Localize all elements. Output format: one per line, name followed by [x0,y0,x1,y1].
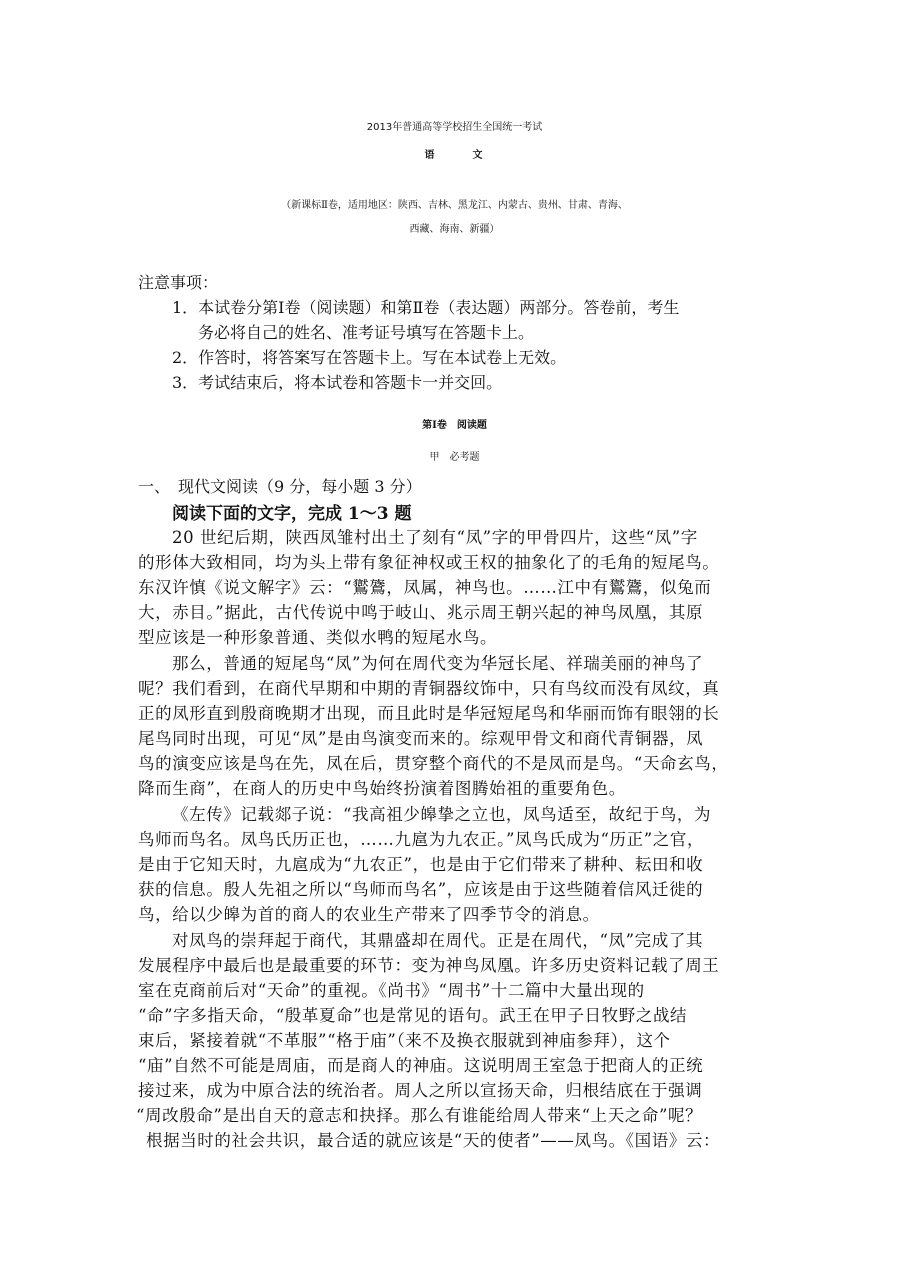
passage-line: 对凤鸟的崇拜起于商代，其鼎盛却在周代。正是在周代，“凤”完成了其 [172,931,704,950]
passage-line: “庙”自然不可能是周庙，而是商人的神庙。这说明周王室急于把商人的正统 [138,1056,704,1075]
passage-line: “命”字多指天命，“殷革夏命”也是常见的语句。武王在甲子日牧野之战结 [138,1006,688,1025]
section-subtitle: 甲 必考题 [429,452,480,463]
part-heading: 一、 现代文阅读（9 分，每小题 3 分） [138,477,422,496]
passage-line: 正的凤形直到殷商晚期才出现，而且此时是华冠短尾鸟和华丽而饰有眼翎的长 [138,704,720,723]
passage-line: 大，赤目。”据此，古代传说中鸣于岐山、兆示周王朝兴起的神鸟凤凰，其原 [138,603,704,622]
passage-line: 鸟的演变应该是鸟在先，凤在后，贯穿整个商代的不是凤而是鸟。“天命玄鸟， [138,754,729,773]
exam-title: 2013年普通高等学校招生全国统一考试 [366,122,543,133]
passage-line: 获的信息。殷人先祖之所以“鸟师而鸟名”，应该是由于这些随着信风迁徙的 [138,880,704,899]
reading-instruction: 阅读下面的文字，完成 1～3 题 [172,504,412,524]
subject-char-2: 文 [472,150,485,161]
notice-item-1: 1．本试卷分第Ⅰ卷（阅读题）和第Ⅱ卷（表达题）两部分。答卷前，考生 [172,298,680,317]
passage-line: 东汉许慎《说文解字》云：“鸑鷟，凤属，神鸟也。……江中有鸑鷟，似兔而 [138,578,712,597]
notice-item-1-cont: 务必将自己的姓名、准考证号填写在答题卡上。 [198,323,535,342]
passage-line: 接过来，成为中原合法的统治者。周人之所以宣扬天命，归根结底在于强调 [138,1081,703,1100]
passage-line: 是由于它知天时，九扈成为“九农正”，也是由于它们带来了耕种、耘田和收 [138,855,704,874]
passage-line: 那么，普通的短尾鸟“凤”为何在周代变为华冠长尾、祥瑞美丽的神鸟了 [172,654,704,673]
passage-line: 根据当时的社会共识，最合适的就应该是“天的使者”——凤鸟。《国语》云： [146,1131,721,1150]
passage-line: 鸟，给以少皞为首的商人的农业生产带来了四季节令的消息。 [138,905,600,924]
passage-line: 《左传》记载郯子说：“我高祖少皞挚之立也，凤鸟适至，故纪于鸟，为 [172,805,712,824]
notice-heading: 注意事项： [138,273,219,292]
passage-line: 发展程序中最后也是最重要的环节：变为神鸟凤凰。许多历史资料记载了周王 [138,956,720,975]
passage-line: 20 世纪后期，陕西凤雏村出土了刻有“凤”字的甲骨四片，这些“凤”字 [172,528,698,547]
region-line-1: （新课标Ⅱ卷，适用地区：陕西、吉林、黑龙江、内蒙古、贵州、甘肃、青海、 [281,200,628,211]
passage-line: “周改殷命”是出自天的意志和抉择。那么有谁能给周人带来“上天之命”呢？ [136,1106,703,1125]
passage-line: 呢？我们看到，在商代早期和中期的青铜器纹饰中，只有鸟纹而没有凤纹，真 [138,679,720,698]
subject-char-1: 语 [424,150,437,161]
passage-line: 鸟师而鸟名。凤鸟氏历正也，……九扈为九农正。”凤鸟氏成为“历正”之官， [138,830,705,849]
subject-title [0,146,909,161]
passage-line: 的形体大致相同，均为头上带有象征神权或王权的抽象化了的毛角的短尾鸟。 [138,553,720,572]
region-line-2: 西藏、海南、新疆） [409,224,500,235]
passage-line: 尾鸟同时出现，可见“凤”是由鸟演变而来的。综观甲骨文和商代青铜器，凤 [138,729,704,748]
notice-item-2: 2．作答时，将答案写在答题卡上。写在本试卷上无效。 [172,348,567,367]
passage-line: 降而生商”，在商人的历史中鸟始终扮演着图腾始祖的重要角色。 [138,779,626,798]
passage-line: 束后，紧接着就“不革服”“格于庙”（来不及换衣服就到神庙参拜），这个 [138,1031,671,1050]
notice-item-3: 3．考试结束后，将本试卷和答题卡一并交回。 [172,373,503,392]
passage-line: 室在克商前后对“天命”的重视。《尚书》“周书”十二篇中大量出现的 [138,981,645,1000]
passage-line: 型应该是一种形象普通、类似水鸭的短尾水鸟。 [138,628,498,647]
section-title: 第Ⅰ卷 阅读题 [422,420,487,431]
